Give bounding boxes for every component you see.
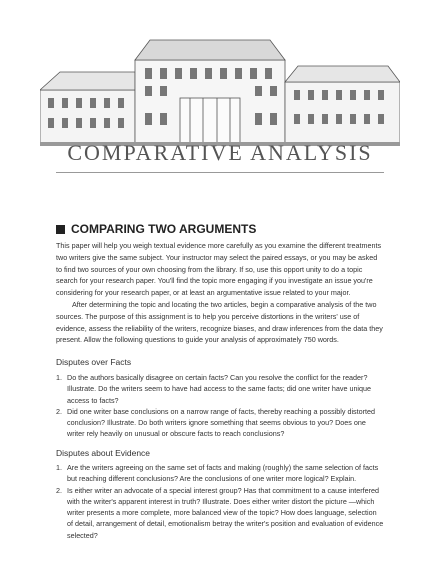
list-item [56,485,384,541]
facts-list [56,372,384,440]
list-item [56,406,384,440]
page-title: COMPARATIVE ANALYSIS [67,140,373,165]
facts-heading: Disputes over Facts [56,357,132,367]
intro-text [56,240,384,346]
list-item-text: Do the authors basically disagree on certain facts? Can you resolve the conflict for the reader? Illustrate. Do the writers seem to have had access to the same facts; did one writer have unique access to facts? [67,373,372,405]
title-divider [56,172,384,173]
evidence-heading: Disputes about Evidence [56,448,151,458]
section-heading [56,222,256,236]
intro-paragraph-2: After determining the topic and locating the two articles, begin a comparative analysis of the two sources. The purpose of this assignment is to help you perceive distortions in the writers' use of evidence, assess the reliability of the writers, recognize biases, and draw inferences from the data they present. Allow the following questions to guide your analysis of approximately 750 words. [56,299,383,345]
list-item-number: 1. [56,463,62,472]
list-item-number: 1. [56,373,62,382]
list-item-text: Did one writer base conclusions on a narrow range of facts, thereby reaching a possibly distorted conclusion? Illustrate. Do both writers ignore something that seems obvious to you? Does one writer rely heavily on unusual or obscure facts to reach conclusions? [67,406,376,439]
list-item-text: Are the writers agreeing on the same set of facts and making (roughly) the same selection of facts but reaching different conclusions? Are the conclusions of one writer more logical? Explain. [67,463,379,484]
list-item-text: Is either writer an advocate of a special interest group? Has that commitment to a cause interfered with the writer's apparent interest in truth? Illustrate. Does either writer distort the picture —which writer presents a more complete, more balanced view of the topic? How does language, selection of detail, arrangement of detail, emotionalism betray the writer's position and evaluation of evidence selected? [67,485,384,540]
list-item-number: 2. [56,406,62,416]
square-bullet-icon [56,225,65,234]
section-heading-text: COMPARING TWO ARGUMENTS [71,222,257,236]
evidence-list [56,462,384,541]
list-item [56,372,384,406]
list-item-number: 2. [56,485,62,495]
list-item [56,462,384,485]
intro-paragraph-1: This paper will help you weigh textual evidence more carefully as you examine the different treatments two writers give the same subject. Your instructor may select the paired essays, or you may be asked to find two sources of your own choosing from the library. If so, use this opport unity to do a topic search for your research paper. You'll find the topic more engaging if you investigate an issue you're considering for your research paper, or at least an argumentative issue related to your major. [56,241,382,298]
building-illustration [40,38,400,146]
